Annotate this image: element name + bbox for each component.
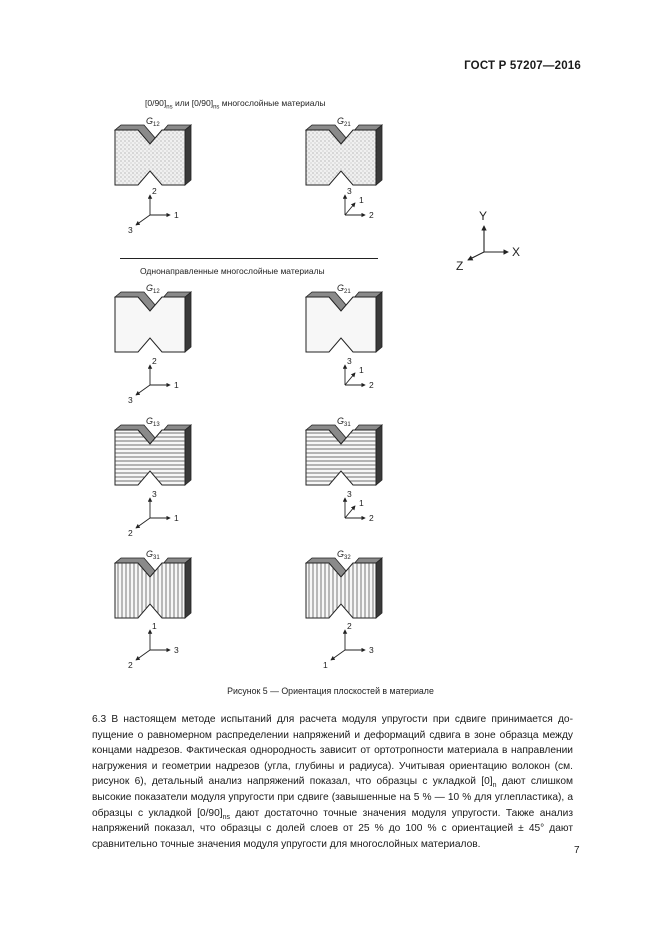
paragraph-6-3: 6.3 В настоящем методе испытаний для расчета модуля упругости при сдвиге принимается допущение о равномерном распределении напряжений и деформаций сдвига в зоне образца между концами надрезов. Фактическая однородность зависит от ортотропности материала в направлении нагружения и геометрии надрезов (угла, глубины и радиуса). Учитывая ориентацию волокон (см. рисунок 6), детальный анализ напряжений показал, что образцы с укладкой $[0]_n$ дают слишком высокие показатели модуля упругости при сдвиге (завышенные на 5 % — 10 % для углепластика), а образцы с укладкой $[0/90]_{ns}$ дают достаточно точные значения модуля упругости. Также анализ напряжений показал, что образцы с долей слоев от 25 % до 100 % с ориентацией ± 45° дают сравнительно точные значения модуля упругости для многослойных материалов. (92, 714, 573, 850)
svg-text:1: 1 (359, 195, 364, 205)
axis-triad (128, 186, 179, 235)
shear-modulus-label: $G_{31}$ (337, 416, 351, 428)
svg-text:1: 1 (174, 210, 179, 220)
standard-header: ГОСТ Р 57207—2016 (464, 60, 581, 72)
svg-text:1: 1 (174, 380, 179, 390)
svg-text:3: 3 (347, 489, 352, 499)
axis-triad (323, 621, 374, 670)
svg-text:2: 2 (369, 210, 374, 220)
global-axis-triad (456, 209, 520, 273)
shear-modulus-label: $G_{21}$ (337, 283, 351, 295)
specimen-g21 (306, 283, 382, 390)
section-title-unidirectional: Однонаправленные многослойные материалы (140, 266, 325, 276)
shear-modulus-label: $G_{32}$ (337, 549, 351, 561)
svg-text:1: 1 (323, 660, 328, 670)
specimen-g32 (306, 549, 382, 670)
svg-text:3: 3 (152, 489, 157, 499)
axis-triad (128, 356, 179, 405)
shear-modulus-label: $G_{12}$ (146, 283, 160, 295)
svg-text:2: 2 (128, 528, 133, 538)
axis-triad (345, 356, 374, 390)
shear-modulus-label: $G_{13}$ (146, 416, 160, 428)
svg-text:3: 3 (347, 356, 352, 366)
axis-triad (128, 489, 179, 538)
page-number: 7 (574, 845, 580, 856)
figure-caption: Рисунок 5 — Ориентация плоскостей в материале (227, 686, 434, 696)
axis-triad (345, 489, 374, 523)
svg-text:2: 2 (152, 356, 157, 366)
svg-text:2: 2 (369, 380, 374, 390)
section-title-cross-ply: $[0/90]_{ns}$ или $[0/90]_{ns}$ многослойные материалы (145, 98, 326, 111)
svg-text:1: 1 (359, 498, 364, 508)
svg-text:Z: Z (456, 259, 464, 273)
shear-modulus-label: $G_{12}$ (146, 116, 160, 128)
svg-text:2: 2 (347, 621, 352, 631)
specimen-g12 (115, 116, 191, 235)
axis-triad (128, 621, 179, 670)
axis-triad (345, 186, 374, 220)
svg-text:2: 2 (128, 660, 133, 670)
specimen-g13 (115, 416, 191, 538)
svg-text:3: 3 (174, 645, 179, 655)
svg-text:1: 1 (174, 513, 179, 523)
specimen-g21 (306, 116, 382, 220)
svg-text:1: 1 (359, 365, 364, 375)
svg-text:2: 2 (152, 186, 157, 196)
svg-text:3: 3 (347, 186, 352, 196)
shear-modulus-label: $G_{21}$ (337, 116, 351, 128)
specimen-g31 (115, 549, 191, 670)
svg-text:X: X (512, 245, 521, 259)
specimen-g12 (115, 283, 191, 405)
svg-text:Y: Y (479, 209, 488, 223)
svg-text:1: 1 (152, 621, 157, 631)
shear-modulus-label: $G_{31}$ (146, 549, 160, 561)
svg-text:2: 2 (369, 513, 374, 523)
svg-text:3: 3 (128, 225, 133, 235)
svg-text:3: 3 (128, 395, 133, 405)
specimen-g31 (306, 416, 382, 523)
svg-text:3: 3 (369, 645, 374, 655)
